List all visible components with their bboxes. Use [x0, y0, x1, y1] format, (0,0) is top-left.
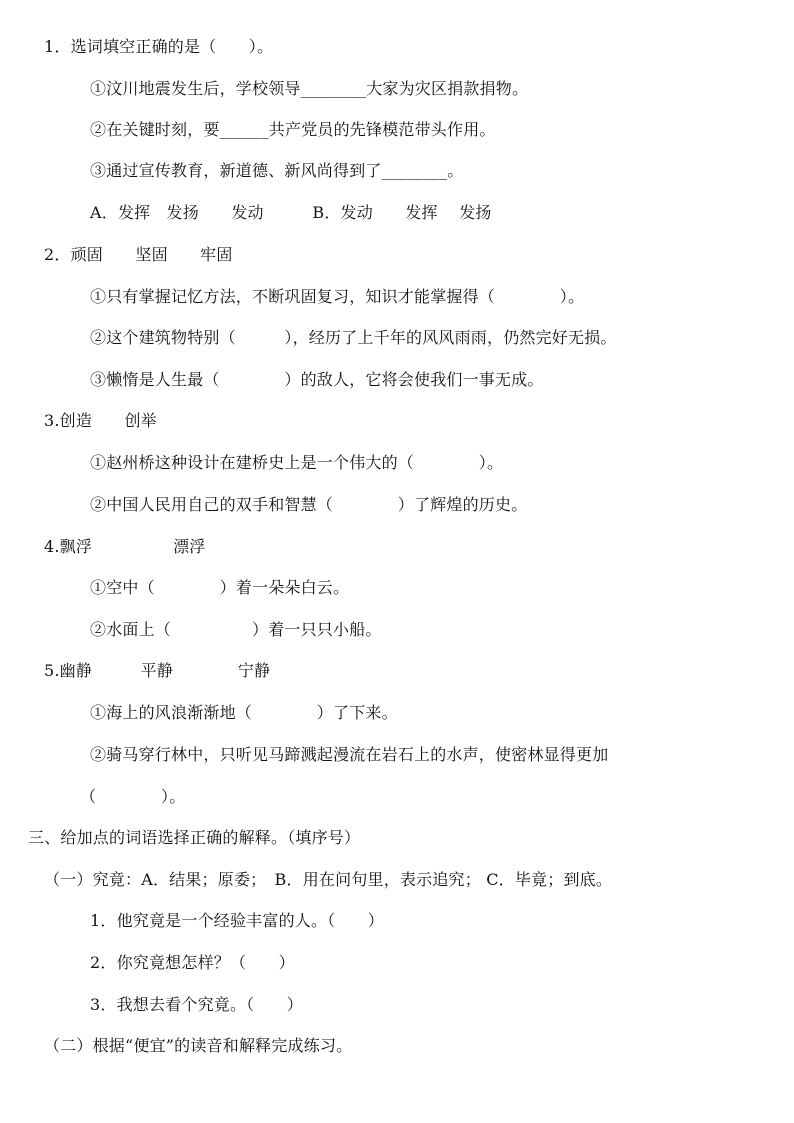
q3-title: 3.创造 创举 — [44, 411, 157, 430]
q5-title: 5.幽静 平静 宁静 — [44, 661, 271, 680]
q1-item-1: ①汶川地震发生后，学校领导________大家为灾区捐款捐物。 — [90, 79, 529, 98]
group1-item-1: 1．他究竟是一个经验丰富的人。（ ） — [90, 911, 384, 930]
q2-item-3: ③懒惰是人生最（ ）的敌人，它将会使我们一事无成。 — [90, 370, 544, 389]
q5-item-1: ①海上的风浪渐渐地（ ）了下来。 — [90, 703, 398, 722]
q1-options: A．发挥 发扬 发动 B．发动 发挥 发扬 — [90, 203, 492, 222]
q2-item-2: ②这个建筑物特别（ ），经历了上千年的风风雨雨，仍然完好无损。 — [90, 328, 617, 347]
q2-item-1: ①只有掌握记忆方法，不断巩固复习，知识才能掌握得（ ）。 — [90, 287, 585, 306]
q5-item-2-blank: （ ）。 — [80, 787, 186, 806]
q4-item-2: ②水面上（ ）着一只只小船。 — [90, 620, 382, 639]
q3-item-2: ②中国人民用自己的双手和智慧（ ）了辉煌的历史。 — [90, 495, 528, 514]
q4-title: 4.飘浮 漂浮 — [44, 537, 206, 556]
q5-item-2: ②骑马穿行林中，只听见马蹄溅起漫流在岩石上的水声，使密林显得更加 — [90, 745, 609, 764]
q4-item-1: ①空中（ ）着一朵朵白云。 — [90, 578, 350, 597]
group1-title: （一）究竟：A．结果；原委； B．用在问句里，表示追究； C．毕竟；到底。 — [44, 870, 613, 889]
group2-title: （二）根据“便宜”的读音和解释完成练习。 — [44, 1036, 353, 1055]
q3-item-1: ①赵州桥这种设计在建桥史上是一个伟大的（ ）。 — [90, 453, 504, 472]
q1-item-2: ②在关键时刻，要______共产党员的先锋模范带头作用。 — [90, 120, 496, 139]
group1-item-3: 3．我想去看个究竟。（ ） — [90, 995, 303, 1014]
group1-item-2: 2．你究竟想怎样？（ ） — [90, 953, 295, 972]
q1-item-3: ③通过宣传教育，新道德、新风尚得到了________。 — [90, 161, 464, 180]
section3-title: 三、给加点的词语选择正确的解释。（填序号） — [28, 828, 361, 847]
q2-title: 2．顽固 坚固 牢固 — [44, 245, 233, 264]
q1-title: 1．选词填空正确的是（ ）。 — [44, 37, 274, 56]
